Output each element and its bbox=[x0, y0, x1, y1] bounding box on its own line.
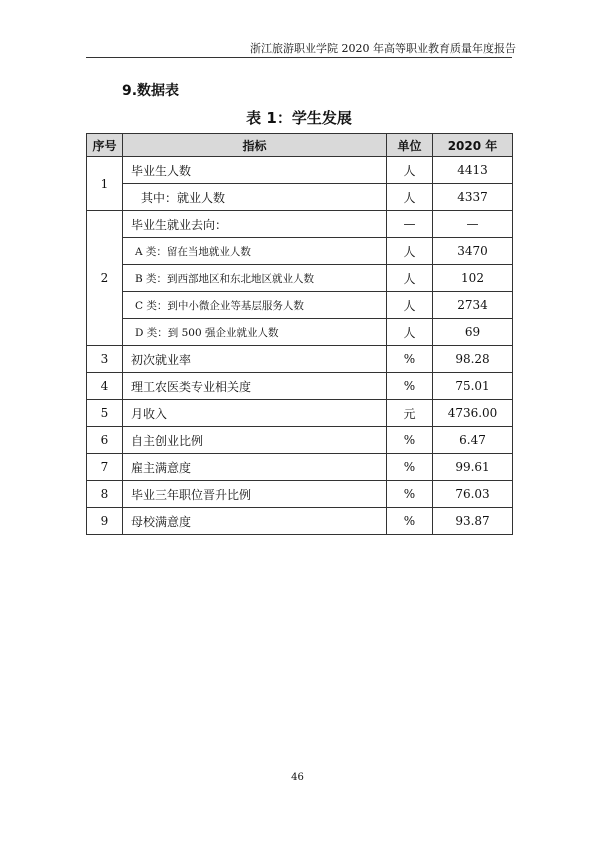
unit-cell: % bbox=[387, 346, 433, 373]
unit-cell: 人 bbox=[387, 184, 433, 211]
table-row bbox=[87, 427, 513, 454]
page-number: 46 bbox=[291, 772, 304, 783]
indicator-cell: C 类：到中小微企业等基层服务人数 bbox=[123, 292, 387, 319]
table-row bbox=[87, 481, 513, 508]
value-cell: 102 bbox=[433, 265, 513, 292]
table-row bbox=[87, 373, 513, 400]
unit-cell: 人 bbox=[387, 292, 433, 319]
value-cell: 2734 bbox=[433, 292, 513, 319]
unit-cell: 人 bbox=[387, 319, 433, 346]
table-row bbox=[87, 238, 513, 265]
value-cell: 4413 bbox=[433, 157, 513, 184]
indicator-cell: 毕业生人数 bbox=[123, 157, 387, 184]
seq-cell: 1 bbox=[87, 157, 123, 211]
header-indicator: 指标 bbox=[123, 134, 387, 157]
indicator-cell: 自主创业比例 bbox=[123, 427, 387, 454]
value-cell: 4337 bbox=[433, 184, 513, 211]
indicator-cell: 月收入 bbox=[123, 400, 387, 427]
table-row bbox=[87, 184, 513, 211]
section-title: 9.数据表 bbox=[122, 83, 180, 99]
unit-cell: % bbox=[387, 454, 433, 481]
indicator-cell: 理工农医类专业相关度 bbox=[123, 373, 387, 400]
seq-cell: 3 bbox=[87, 346, 123, 373]
unit-cell: 人 bbox=[387, 238, 433, 265]
indicator-cell: 其中：就业人数 bbox=[123, 184, 387, 211]
indicator-cell: 雇主满意度 bbox=[123, 454, 387, 481]
indicator-cell: 母校满意度 bbox=[123, 508, 387, 535]
indicator-cell: B 类：到西部地区和东北地区就业人数 bbox=[123, 265, 387, 292]
value-cell: 6.47 bbox=[433, 427, 513, 454]
indicator-cell: 初次就业率 bbox=[123, 346, 387, 373]
value-cell: 93.87 bbox=[433, 508, 513, 535]
unit-cell: 人 bbox=[387, 157, 433, 184]
table-row bbox=[87, 400, 513, 427]
page-header: 浙江旅游职业学院 2020 年高等职业教育质量年度报告 bbox=[250, 42, 516, 55]
header-divider bbox=[86, 57, 512, 58]
table-row bbox=[87, 346, 513, 373]
table-row bbox=[87, 292, 513, 319]
seq-cell: 2 bbox=[87, 211, 123, 346]
indicator-cell: 毕业三年职位晋升比例 bbox=[123, 481, 387, 508]
seq-cell: 8 bbox=[87, 481, 123, 508]
unit-cell: 人 bbox=[387, 265, 433, 292]
seq-cell: 9 bbox=[87, 508, 123, 535]
table-row bbox=[87, 319, 513, 346]
unit-cell: — bbox=[387, 211, 433, 238]
indicator-cell: D 类：到 500 强企业就业人数 bbox=[123, 319, 387, 346]
table-title: 表 1：学生发展 bbox=[246, 109, 352, 127]
value-cell: 99.61 bbox=[433, 454, 513, 481]
indicator-cell: A 类：留在当地就业人数 bbox=[123, 238, 387, 265]
student-development-table bbox=[86, 133, 513, 535]
table-row bbox=[87, 211, 513, 238]
indicator-cell: 毕业生就业去向： bbox=[123, 211, 387, 238]
table-row bbox=[87, 454, 513, 481]
value-cell: 3470 bbox=[433, 238, 513, 265]
table-header-row bbox=[87, 134, 513, 157]
header-seq: 序号 bbox=[87, 134, 123, 157]
value-cell: 98.28 bbox=[433, 346, 513, 373]
seq-cell: 6 bbox=[87, 427, 123, 454]
unit-cell: % bbox=[387, 481, 433, 508]
value-cell: — bbox=[433, 211, 513, 238]
table-row bbox=[87, 508, 513, 535]
header-unit: 单位 bbox=[387, 134, 433, 157]
value-cell: 69 bbox=[433, 319, 513, 346]
value-cell: 75.01 bbox=[433, 373, 513, 400]
value-cell: 76.03 bbox=[433, 481, 513, 508]
table-row bbox=[87, 157, 513, 184]
unit-cell: % bbox=[387, 508, 433, 535]
unit-cell: 元 bbox=[387, 400, 433, 427]
unit-cell: % bbox=[387, 427, 433, 454]
header-year: 2020 年 bbox=[433, 134, 513, 157]
seq-cell: 7 bbox=[87, 454, 123, 481]
value-cell: 4736.00 bbox=[433, 400, 513, 427]
seq-cell: 5 bbox=[87, 400, 123, 427]
seq-cell: 4 bbox=[87, 373, 123, 400]
table-row bbox=[87, 265, 513, 292]
unit-cell: % bbox=[387, 373, 433, 400]
